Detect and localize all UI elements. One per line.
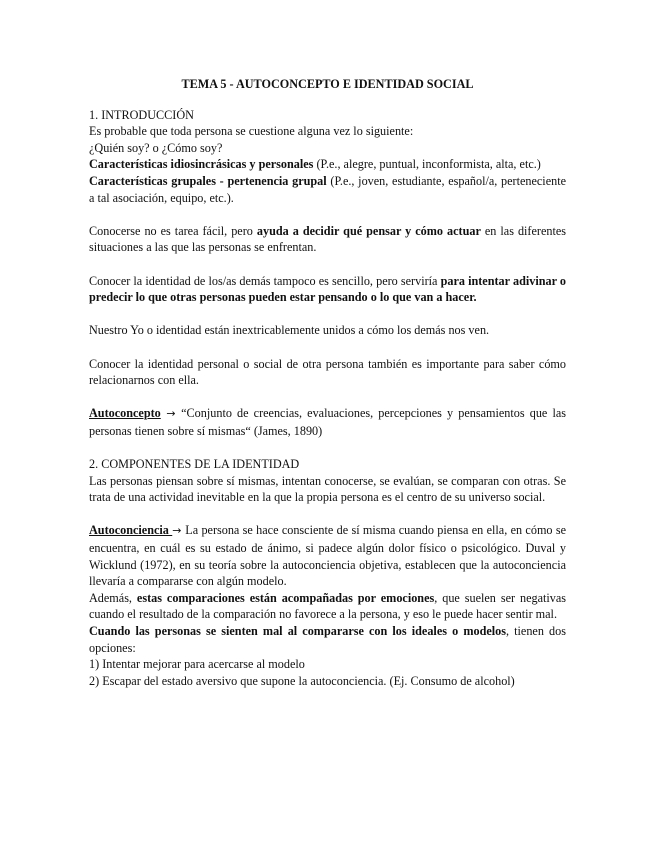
term-autoconciencia: Autoconciencia [89,523,173,538]
definition-autoconciencia [89,522,566,589]
section-heading-introduccion: 1. INTRODUCCIÓN [89,107,194,122]
paragraph-yo-identidad: Nuestro Yo o identidad están inextricablemente unidos a cómo los demás nos ven. [89,323,490,338]
paragraph-personas-piensan: Las personas piensan sobre sí mismas, intentan conocerse, se evalúan, se comparan con otras. Se trata de una actividad inevitable en la que la propia persona es el centro de su universo social. [89,473,566,505]
bold-run: Cuando las personas se sienten mal al compararse con los ideales o modelos [89,624,506,638]
question-line: ¿Quién soy? o ¿Cómo soy? [89,140,223,155]
paragraph-relacionarnos: Conocer la identidad personal o social de otra persona también es importante para saber cómo relacionarnos con ella. [89,356,566,388]
definition-text: “Conjunto de creencias, evaluaciones, percepciones y pensamientos que las personas tienen sobre sí mismas“ (James, 1890) [89,406,566,438]
bold-run: estas comparaciones están acompañadas por emociones [136,590,435,605]
paragraph-others-identity [89,273,566,306]
arrow-right-icon: → [160,407,182,421]
intro-line: Es probable que toda persona se cuestione alguna vez lo siguiente: [89,124,414,139]
group-characteristics [89,173,566,206]
definition-text: La persona se hace consciente de sí misma cuando piensa en ella, en cómo se encuentra, en cuál es su estado de ánimo, si padece algún dolor físico o psicológico. Duval y Wicklund (1972), en su teoría sobre la autoconciencia objetiva, establecen que la autoconciencia llevaría a compararse con algún modelo. [89,523,567,589]
section-heading-componentes: 2. COMPONENTES DE LA IDENTIDAD [89,457,300,472]
text-run: en las diferentes situaciones a las que las personas se enfrentan. [89,223,566,255]
definition-autoconcepto [89,405,566,439]
bold-run: para intentar adivinar o predecir lo que otras personas pueden estar pensando o lo que van a hacer. [89,273,566,305]
bold-run: ayuda a decidir qué pensar y cómo actuar [256,223,481,238]
text-run: , que suelen ser negativas cuando el resultado de la comparación no favorece a la persona, y eso le puede hacer sentir mal. [89,590,566,622]
personal-characteristics-term: Características idiosincrásicas y personales [89,157,314,172]
text-run: Además, [89,590,137,605]
group-characteristics-examples: (P.e., joven, estudiante, español/a, perteneciente a tal asociación, equipo, etc.). [89,173,566,205]
term-autoconcepto: Autoconcepto [89,406,161,421]
personal-characteristics-examples: (P.e., alegre, puntual, inconformista, alta, etc.) [313,157,541,172]
text-run: Conocer la identidad de los/as demás tampoco es sencillo, pero serviría [89,273,441,288]
text-run: , tienen dos opciones: [89,624,566,655]
text-run: Conocerse no es tarea fácil, pero [89,223,257,238]
option-2: 2) Escapar del estado aversivo que supone la autoconciencia. (Ej. Consumo de alcohol) [89,673,515,688]
paragraph-opciones [89,623,566,656]
option-1: 1) Intentar mejorar para acercarse al modelo [89,657,305,672]
page-title: TEMA 5 - AUTOCONCEPTO E IDENTIDAD SOCIAL [181,77,474,91]
group-characteristics-term: Características grupales - pertenencia grupal [89,173,327,188]
paragraph-self-knowledge [89,223,566,256]
paragraph-comparaciones [89,590,566,623]
personal-characteristics [89,156,566,173]
arrow-right-icon: → [172,524,186,538]
